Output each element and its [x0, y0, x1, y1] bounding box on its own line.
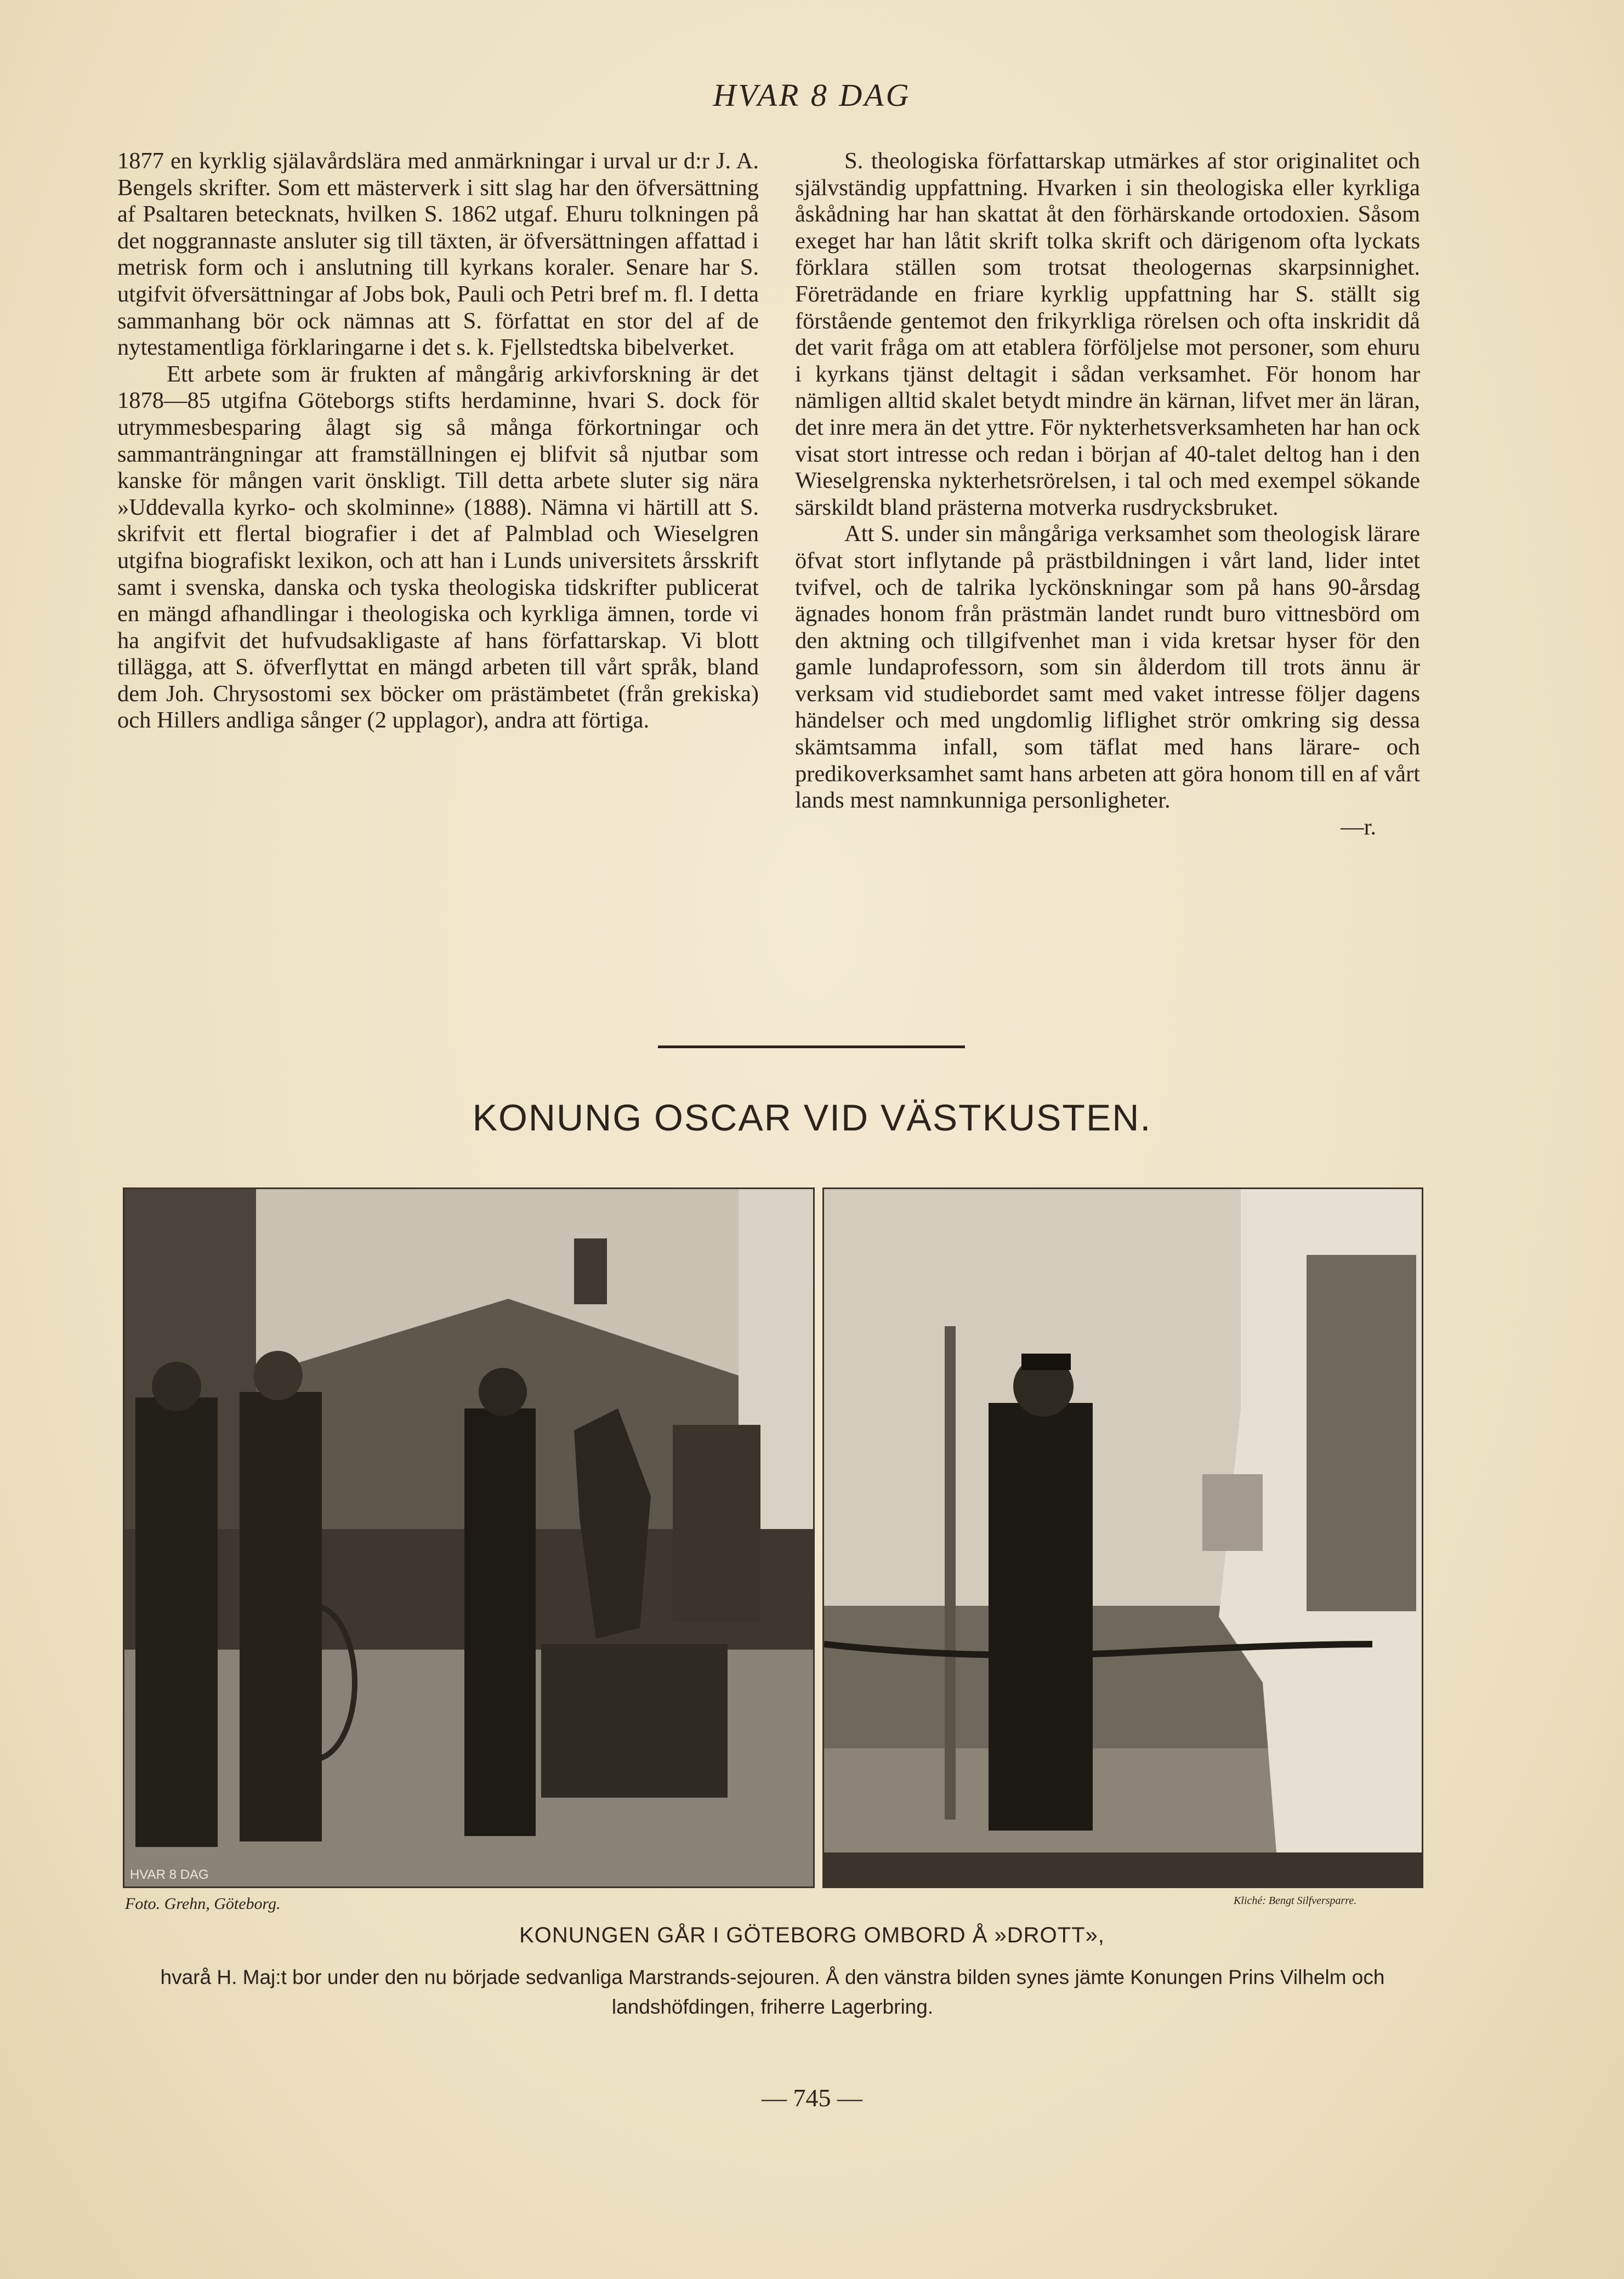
caption-body: hvarå H. Maj:t bor under den nu började sedvanliga Marstrands-sejouren. Å den vänstra bilden synes jämte Konungen Prins Vilhelm och landshöfdingen, friherre Lagerbring. — [160, 1966, 1385, 2018]
photo-king-saluting — [123, 1187, 815, 1888]
photo-credit: Foto. Grehn, Göteborg. — [125, 1895, 281, 1913]
cliche-credit: Kliché: Bengt Silfversparre. — [1234, 1895, 1357, 1907]
section-divider — [658, 1045, 965, 1048]
page-number: — 745 — — [762, 2084, 862, 2112]
article-title: KONUNG OSCAR VID VÄSTKUSTEN. — [472, 1097, 1152, 1139]
right-paragraph-2: Att S. under sin mångåriga verksamhet som theologisk lärare öfvat stort inflytande på prästbildningen i vårt land, lider intet tvifvel, och de talrika lyckönskningar som på hans 90-årsdag ägnades honom från prästmän landet rundt buro vittnesbörd om den aktning och tillgifvenhet man i vida kretsar hyser för den gamle lundaprofessorn, som sin ålderdom till trots ännu är verksam vid studiebordet samt med vaket intresse följer dagens händelser och med ungdomlig liflighet strör omkring sig dessa skämtsamma infall, som täflat med hans lärare- och predikoverksamhet samt hans arbeten att göra honom till en af vårt lands mest namnkunniga personligheter. — [795, 521, 1420, 814]
photo-right-illustration — [824, 1189, 1422, 1886]
left-paragraph-1: 1877 en kyrklig själavårdslära med anmärkningar i urval ur d:r J. A. Bengels skrifter. Som ett mästerverk i sitt slag har den öfversättning af Psaltaren betecknats, hvilken S. 1862 utgaf. Ehuru tolkningen på det noggrannaste ansluter sig till täxten, är öfversättningen affattad i metrisk form och i anslutning till kyrkans koraler. Senare har S. utgifvit öfversättningar af Jobs bok, Pauli och Petri bref m. fl. I detta sammanhang bör ock nämnas att S. författat en stor del af de nytestamentliga förklaringarne i det s. k. Fjellstedtska bibelverket. — [117, 148, 759, 361]
left-text-column — [117, 148, 759, 734]
caption-title: KONUNGEN GÅR I GÖTEBORG OMBORD Å »DROTT», — [519, 1923, 1105, 1947]
right-text-column — [795, 148, 1420, 840]
photo-king-boarding-drott — [822, 1187, 1423, 1888]
author-signature: —r. — [1341, 814, 1376, 840]
right-paragraph-1: S. theologiska författarskap utmärkes af stor originalitet och självständig uppfattning. Hvarken i sin theologiska eller kyrkliga åskådning har han skattat åt den förhärskande ortodoxien. Såsom exeget har han låtit skrift tolka skrift och därigenom ofta lyckats förklara ställen som trotsat theologernas skarpsinnighet. Företrädande en friare kyrklig uppfattning har S. ställt sig förstående gentemot den frikyrkliga rörelsen och ofta inskridit då det varit fråga om att etablera förföljelse mot personer, som ehuru i kyrkans tjänst deltagit i sådan verksamhet. För honom har nämligen alltid skalet betydt mindre än kärnan, lifvet mer än läran, det inre mera än det yttre. För nykterhetsverksamheten har han ock visat stort intresse och redan i början af 40-talet deltog han i den Wieselgrenska nykterhetsrörelsen, i tal och med exempel sökande särskildt bland prästerna motverka rusdrycksbruket. — [795, 148, 1420, 520]
photo-watermark: HVAR 8 DAG — [130, 1867, 209, 1882]
left-paragraph-2: Ett arbete som är frukten af mångårig arkivforskning är det 1878—85 utgifna Göteborgs stifts herdaminne, hvari S. dock för utrymmesbesparing ålagt sig så många förkortningar och sammanträngningar att framställningen ej blifvit så njutbar som kanske för mången varit önskligt. Till detta arbete sluter sig nära »Uddevalla kyrko- och skolminne» (1888). Nämna vi härtill att S. skrifvit ett flertal biografier i det af Palmblad och Wieselgren utgifna biografiskt lexikon, och att han i Lunds universitets årsskrift samt i svenska, danska och tyska theologiska tidskrifter publicerat en mängd afhandlingar i theologiska och kyrkliga ämnen, torde vi ha angifvit det hufvudsakligaste af hans författarskap. Vi blott tillägga, att S. öfverflyttat en mängd arbeten till vårt språk, bland dem Joh. Chrysostomi sex böcker om prästämbetet (från grekiska) och Hillers andliga sånger (2 upplagor), andra att förtiga. — [117, 361, 759, 734]
photo-left-illustration — [124, 1189, 813, 1886]
running-header: HVAR 8 DAG — [713, 77, 911, 113]
